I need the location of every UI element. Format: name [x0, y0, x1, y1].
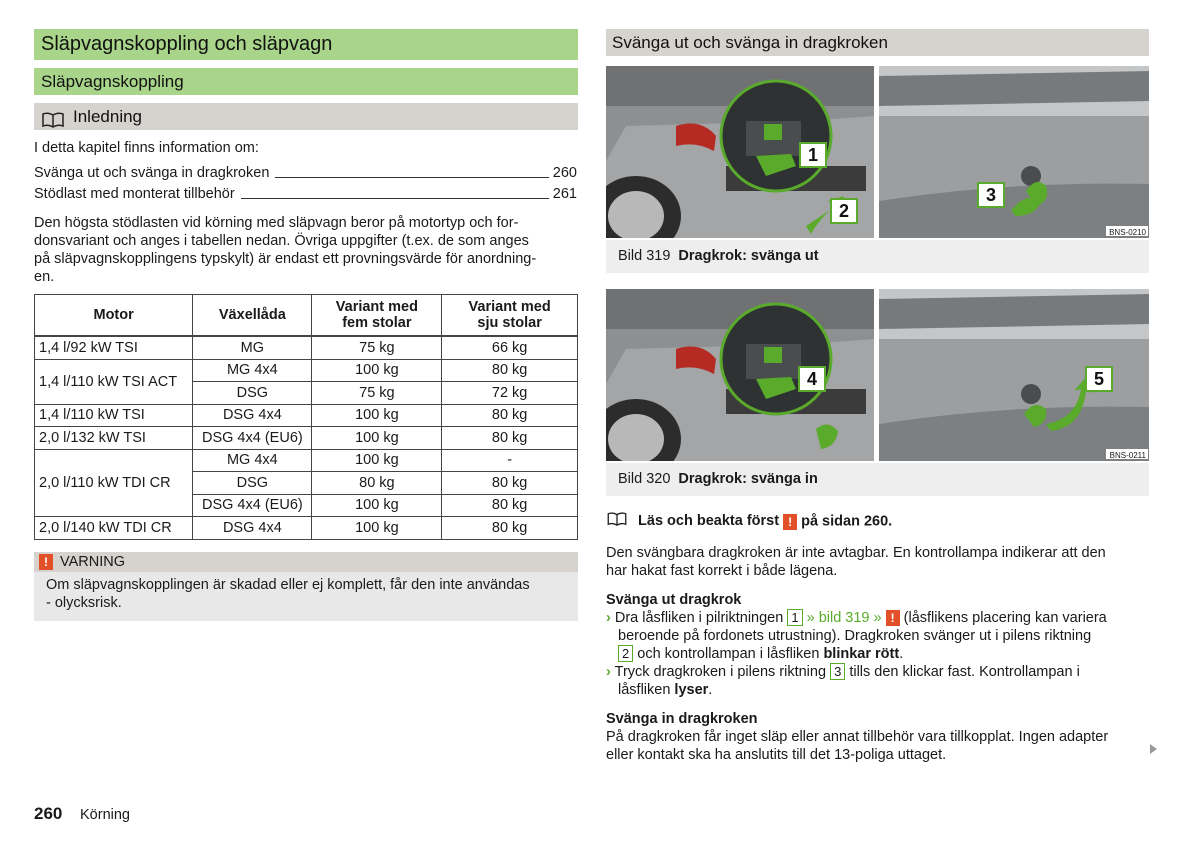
figure-319-caption: Bild 319 Dragkrok: svänga ut: [606, 240, 1149, 273]
toc-entry[interactable]: Stödlast med monterat tillbehör 261: [34, 186, 577, 202]
callout-3: 3: [977, 182, 1005, 208]
swing-out-step-1: › Dra låsfliken i pilriktningen 1 » bild 319 » ! (låsflikens placering kan variera beroende på fordonets utrustning). Dragkroken svänger ut i pilens riktning 2 och kontrollampan i låsfliken blinkar rött.: [606, 610, 1107, 662]
toc-entry[interactable]: Svänga ut och svänga in dragkroken 260: [34, 165, 577, 181]
swing-in-heading: Svänga in dragkroken: [606, 711, 758, 727]
callout-ref-1: 1: [787, 609, 802, 626]
warning-text: Om släpvagnskopplingen är skadad eller ej komplett, får den inte användas - olycksrisk.: [46, 577, 530, 611]
warning-title: VARNING: [60, 554, 125, 570]
table-row: 1,4 l/110 kW TSI DSG 4x4 100 kg 80 kg: [35, 404, 578, 427]
callout-2: 2: [830, 198, 858, 224]
book-icon: [41, 109, 65, 136]
table-row: DSG 80 kg 80 kg: [35, 472, 578, 495]
book-icon: [606, 512, 628, 531]
table-row: 2,0 l/132 kW TSI DSG 4x4 (EU6) 100 kg 80 kg: [35, 427, 578, 450]
figure-320-image: [606, 289, 1149, 461]
warning-icon: !: [886, 610, 900, 626]
figure-319-image: [606, 66, 1149, 238]
continue-arrow-icon: [1150, 744, 1157, 754]
swing-out-step-2: › Tryck dragkroken i pilens riktning 3 tills den klickar fast. Kontrollampan i låsfliken lyser.: [606, 664, 1080, 698]
table-row: 2,0 l/140 kW TDI CR DSG 4x4 100 kg 80 kg: [35, 517, 578, 540]
figure-320-caption: Bild 320 Dragkrok: svänga in: [606, 463, 1149, 496]
footer-section: Körning: [80, 807, 130, 823]
callout-5: 5: [1085, 366, 1113, 392]
callout-ref-3: 3: [830, 663, 845, 680]
col-header-motor: Motor: [35, 295, 193, 337]
warning-icon: !: [39, 554, 53, 570]
intro-heading: [34, 103, 578, 130]
page-number: 260: [34, 804, 63, 823]
table-row: 1,4 l/92 kW TSI MG 75 kg 66 kg: [35, 336, 578, 359]
image-code: BNS-0211: [1109, 451, 1146, 460]
callout-4: 4: [798, 366, 826, 392]
table-row: 2,0 l/110 kW TDI CR MG 4x4 100 kg -: [35, 449, 578, 472]
stodlast-paragraph: Den högsta stödlasten vid körning med släpvagn beror på motortyp och for- donsvariant och anges i tabellen nedan. Övriga uppgifter (t.ex. de som anges på släpvagnskopplingens typskylt) är endast ett provningsvärde för anordning- en.: [34, 215, 537, 285]
stodlast-table: [34, 294, 578, 540]
image-code: BNS-0210: [1109, 228, 1146, 237]
warning-box: [34, 552, 578, 621]
col-header-seven-seats: Variant med sju stolar: [442, 295, 578, 337]
chapter-title: Släpvagnskoppling och släpvagn: [34, 29, 578, 60]
intro-text: I detta kapitel finns information om:: [34, 140, 259, 156]
section-title-right: Svänga ut och svänga in dragkroken: [606, 29, 1149, 56]
table-row: DSG 75 kg 72 kg: [35, 382, 578, 405]
table-row: 1,4 l/110 kW TSI ACT MG 4x4 100 kg 80 kg: [35, 359, 578, 382]
warning-icon: !: [783, 514, 797, 530]
figure-link[interactable]: » bild 319 »: [806, 610, 882, 626]
swing-in-text: På dragkroken får inget släp eller annat tillbehör vara tillkopplat. Ingen adapter eller kontakt ska ha anslutits till det 13-poliga uttaget.: [606, 729, 1109, 763]
swing-out-heading: Svänga ut dragkrok: [606, 592, 742, 608]
col-header-five-seats: Variant med fem stolar: [312, 295, 442, 337]
table-row: DSG 4x4 (EU6) 100 kg 80 kg: [35, 494, 578, 517]
read-note: Läs och beakta först ! på sidan 260.: [606, 512, 892, 531]
col-header-gearbox: Växellåda: [193, 295, 312, 337]
section-title: Släpvagnskoppling: [34, 68, 578, 95]
intro-heading-label: Inledning: [73, 107, 143, 126]
callout-ref-2: 2: [618, 645, 633, 662]
hook-description: Den svängbara dragkroken är inte avtagbar. En kontrollampa indikerar att den har hakat fast korrekt i både lägena.: [606, 545, 1106, 579]
callout-1: 1: [799, 142, 827, 168]
